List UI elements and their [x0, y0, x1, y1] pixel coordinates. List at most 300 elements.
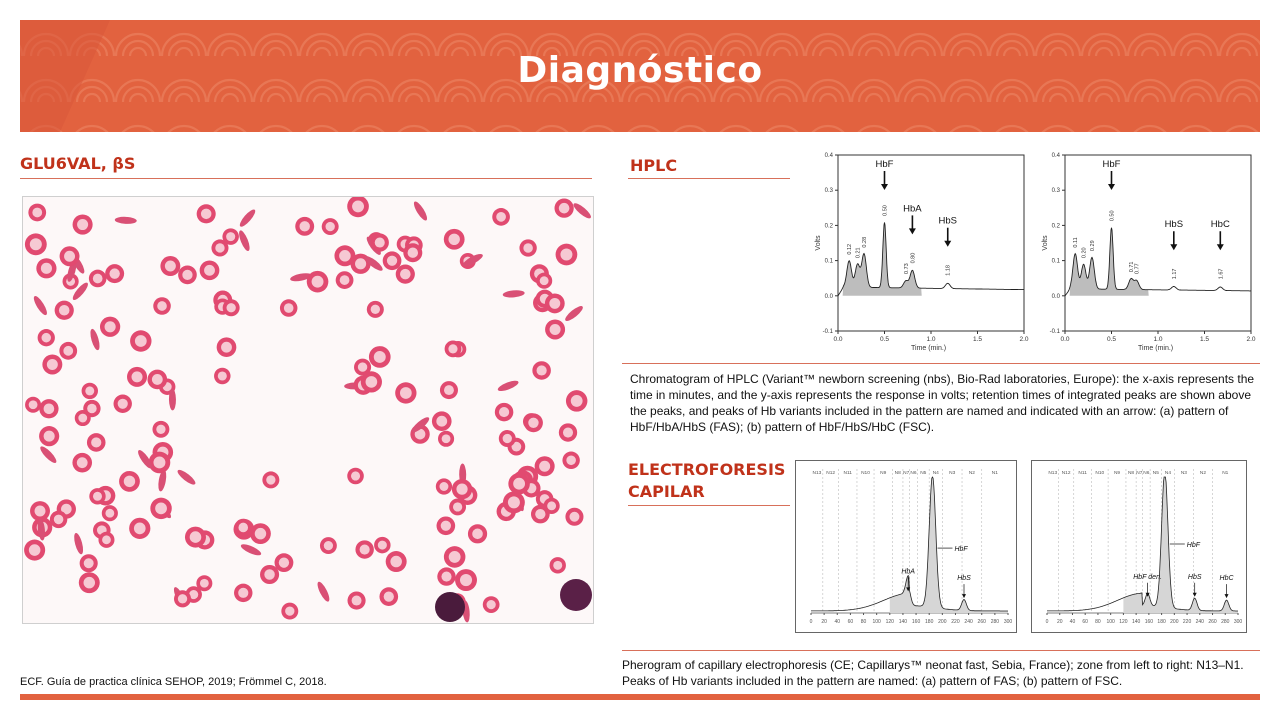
red-blood-cell-pallor	[91, 437, 101, 447]
red-blood-cell-pallor	[559, 203, 570, 214]
red-blood-cell-pallor	[41, 333, 51, 343]
y-tick-label: 0.1	[824, 258, 833, 265]
zone-label: N12	[826, 471, 836, 476]
peak-area	[890, 477, 1008, 613]
zone-label: N4	[932, 471, 939, 476]
header-pattern-arc	[1188, 94, 1204, 102]
sickle-cell	[169, 388, 176, 410]
x-tick-label: 0.5	[1106, 336, 1117, 343]
header-pattern-arc	[1234, 94, 1250, 102]
page-title: Diagnóstico	[517, 50, 763, 91]
red-blood-cell-pallor	[352, 200, 364, 212]
left-section-title: GLU6VAL, βS	[20, 154, 136, 173]
zone-label: N3	[949, 471, 956, 476]
header-pattern-arc	[958, 94, 974, 102]
red-blood-cell-pallor	[35, 506, 46, 517]
header-pattern-arc	[208, 126, 252, 132]
x-tick-label: 0.5	[879, 336, 890, 343]
x-tick-label: 1.0	[926, 336, 936, 343]
x-tick-label: 220	[1182, 619, 1192, 625]
sickle-cell	[412, 200, 430, 222]
retention-time-label: 0.21	[855, 247, 862, 259]
zone-label: N5	[1152, 471, 1159, 476]
peak-name-label: HbS	[1187, 573, 1202, 581]
header-pattern-arc	[668, 126, 712, 132]
header-pattern-arc	[70, 126, 114, 132]
red-blood-cell-pallor	[444, 385, 454, 395]
red-blood-cell-pallor	[540, 276, 549, 285]
zone-label: N1	[1222, 471, 1229, 476]
red-blood-cell-pallor	[155, 502, 167, 514]
x-tick-label: 160	[1144, 619, 1154, 625]
red-blood-cell-pallor	[355, 258, 366, 269]
header-pattern-arc	[498, 94, 514, 102]
peak-area	[1123, 477, 1238, 613]
header-pattern-arc	[162, 126, 206, 132]
peak-name-label: HbS	[957, 575, 971, 583]
retention-time-label: 1.18	[945, 265, 952, 276]
x-tick-label: 60	[847, 619, 854, 625]
header-pattern-arc	[438, 126, 482, 132]
red-blood-cell-pallor	[448, 234, 459, 245]
red-blood-cell-pallor	[178, 594, 187, 603]
red-blood-cell-pallor	[47, 359, 58, 370]
zone-label: N10	[861, 471, 870, 476]
x-tick-label: 80	[1095, 619, 1101, 625]
retention-time-label: 0.71	[1129, 261, 1136, 273]
header-pattern-arc	[1174, 126, 1218, 132]
x-tick-label: 300	[1003, 619, 1013, 625]
red-blood-cell-pallor	[378, 541, 387, 550]
x-tick-label: 260	[977, 619, 986, 625]
red-blood-cell-pallor	[279, 557, 289, 567]
x-tick-label: 280	[990, 619, 1000, 625]
red-blood-cell-pallor	[157, 301, 167, 311]
header-pattern-arc	[1050, 94, 1066, 102]
red-blood-cell-pallor	[441, 572, 451, 582]
y-tick-label: 0.3	[824, 188, 833, 195]
x-tick-label: 2.0	[1246, 336, 1256, 343]
header-pattern-arc	[636, 94, 652, 102]
red-blood-cell-pallor	[226, 232, 235, 241]
red-blood-cell-pallor	[550, 324, 561, 335]
hplc-caption: Chromatogram of HPLC (Variant™ newborn screening (nbs), Bio-Rad laboratories, Europe): the x-axis represents the time in minutes, and the y-axis represents the response in volts; retention times of integrated peaks are shown above the peaks, and peaks of Hb variants included in the pattern are named and indicated with an arrow: (a) pattern of HbF/HbA/HbS (FAS); (b) pattern of HbF/HbS/HbC (FSC).	[630, 372, 1255, 434]
x-tick-label: 2.0	[1019, 336, 1029, 343]
left-title-rule	[20, 178, 592, 179]
x-tick-label: 0	[809, 619, 813, 625]
sickle-cell	[38, 444, 58, 465]
zone-label: N9	[880, 471, 887, 476]
x-tick-label: 40	[1069, 619, 1076, 625]
red-blood-cell-pallor	[324, 541, 333, 550]
red-blood-cell-pallor	[221, 342, 232, 353]
red-blood-cell-pallor	[63, 346, 73, 356]
y-tick-label: 0.0	[1051, 293, 1060, 300]
header-pattern-arc	[1036, 126, 1080, 132]
red-blood-cell-pallor	[215, 243, 224, 252]
x-tick-label: 20	[821, 619, 827, 625]
red-blood-cell-pallor	[134, 523, 146, 535]
ce-title-rule	[628, 505, 790, 506]
header-pattern-arc	[622, 126, 666, 132]
blood-smear-image	[22, 196, 594, 624]
x-tick-label: 160	[911, 619, 921, 625]
ce-title-line1: ELECTROFORESIS	[628, 460, 786, 479]
hplc-title-rule	[628, 178, 790, 179]
peak-name-label: HbA	[903, 203, 922, 215]
red-blood-cell-pallor	[226, 303, 235, 312]
ce-caption-rule	[622, 650, 1260, 651]
y-axis-label: Volts	[815, 235, 822, 251]
header-pattern-arc	[990, 126, 1034, 132]
retention-time-label: 0.28	[862, 236, 869, 248]
red-blood-cell-pallor	[340, 275, 350, 285]
x-axis-label: Time (min.)	[1138, 345, 1174, 352]
ce-chart-fsc	[1031, 460, 1247, 633]
red-blood-cell-pallor	[32, 208, 42, 218]
red-blood-cell-pallor	[156, 425, 165, 434]
zone-label: N8	[1127, 471, 1135, 476]
peak-name-label: HbS	[1164, 219, 1184, 231]
red-blood-cell-pallor	[547, 501, 556, 510]
peak-name-label: HbF	[1102, 159, 1121, 170]
zone-label: N5	[920, 471, 927, 476]
red-blood-cell-pallor	[503, 434, 512, 443]
red-blood-cell-pallor	[93, 492, 102, 501]
red-blood-cell-pallor	[549, 298, 560, 309]
red-blood-cell-pallor	[152, 374, 163, 385]
red-blood-cell-pallor	[266, 475, 275, 484]
x-tick-label: 1.5	[1199, 336, 1210, 343]
red-blood-cell-pallor	[105, 321, 116, 332]
hplc-chart-fas	[808, 150, 1033, 360]
red-blood-cell-pallor	[523, 243, 533, 253]
zone-label: N13	[812, 471, 822, 476]
red-blood-cell-pallor	[326, 222, 335, 231]
red-blood-cell-pallor	[513, 478, 525, 490]
header-pattern-arc	[1128, 126, 1172, 132]
x-tick-label: 1.0	[1153, 336, 1163, 343]
red-blood-cell-pallor	[539, 461, 550, 472]
zone-label: N10	[1095, 471, 1105, 476]
retention-time-label: 0.20	[1081, 247, 1088, 259]
hplc-title: HPLC	[630, 156, 678, 175]
red-blood-cell-pallor	[29, 544, 41, 556]
peak-name-label: HbF	[1186, 542, 1201, 549]
sickle-cell	[89, 328, 102, 351]
red-blood-cell-pallor	[439, 482, 448, 491]
header-pattern-arc	[1004, 94, 1020, 102]
sickle-cell	[572, 201, 593, 221]
y-tick-label: -0.1	[1049, 329, 1060, 335]
red-blood-cell-pallor	[352, 596, 362, 606]
header-pattern-arc	[530, 126, 574, 132]
header-pattern-arc	[1220, 126, 1260, 132]
x-tick-label: 100	[872, 619, 881, 625]
footer-bar	[20, 694, 1260, 700]
red-blood-cell-pallor	[84, 577, 96, 589]
sickle-cell	[32, 294, 50, 316]
x-axis-label: Time (min.)	[911, 345, 947, 352]
zone-label: N13	[1048, 471, 1058, 476]
header-pattern-arc	[1096, 94, 1112, 102]
red-blood-cell-pallor	[566, 455, 576, 465]
header-pattern-arc	[728, 94, 744, 102]
header-pattern-arc	[116, 126, 160, 132]
red-blood-cell-pallor	[41, 263, 52, 274]
red-blood-cell-pallor	[448, 344, 457, 353]
red-blood-cell-pallor	[360, 544, 370, 554]
header-pattern-arc	[392, 126, 436, 132]
peak-name-label: HbA	[901, 568, 915, 576]
x-tick-label: 240	[964, 619, 973, 625]
red-blood-cell-pallor	[153, 457, 165, 469]
zone-label: N6	[1143, 471, 1150, 476]
header-pattern-arc	[912, 94, 928, 102]
header-pattern-arc	[360, 94, 376, 102]
retention-time-label: 0.80	[910, 252, 917, 264]
red-blood-cell-pallor	[339, 250, 351, 262]
retention-time-label: 0.50	[882, 205, 889, 216]
red-blood-cell-pallor	[436, 416, 447, 427]
x-tick-label: 120	[885, 619, 894, 625]
red-blood-cell-pallor	[44, 431, 55, 442]
header-pattern-arc	[944, 126, 988, 132]
red-blood-cell-pallor	[30, 238, 42, 250]
y-tick-label: -0.1	[822, 329, 833, 335]
peak-name-label: HbF	[954, 546, 968, 554]
zone-label: N2	[1199, 471, 1207, 476]
red-blood-cell-pallor	[449, 551, 461, 563]
zone-label: N8	[894, 471, 901, 476]
red-blood-cell-pallor	[190, 531, 202, 543]
white-blood-cell	[560, 579, 592, 611]
red-blood-cell-pallor	[109, 268, 119, 278]
header-pattern-arc	[452, 94, 468, 102]
header-pattern-arc	[774, 94, 790, 102]
red-blood-cell-pallor	[453, 502, 462, 511]
retention-time-label: 0.73	[903, 263, 910, 274]
y-tick-label: 0.1	[1051, 258, 1060, 265]
header-banner	[20, 20, 1260, 132]
red-blood-cell-pallor	[87, 404, 97, 414]
red-blood-cell-pallor	[460, 574, 472, 586]
red-blood-cell-pallor	[300, 221, 310, 231]
x-tick-label: 0	[1045, 619, 1049, 625]
header-pattern-arc	[576, 126, 620, 132]
zone-label: N2	[968, 471, 975, 476]
peak-name-label: HbF den.	[1133, 573, 1162, 581]
zone-label: N11	[1078, 471, 1087, 476]
zone-label: N3	[1180, 471, 1187, 476]
sickle-cell	[176, 468, 198, 487]
x-tick-label: 80	[860, 619, 867, 625]
header-pattern-arc	[1082, 126, 1126, 132]
red-blood-cell-pallor	[384, 592, 394, 602]
red-blood-cell-pallor	[375, 237, 385, 247]
red-blood-cell-pallor	[571, 395, 583, 407]
hplc-chart-fsc	[1035, 150, 1265, 360]
red-blood-cell-pallor	[285, 606, 294, 615]
red-blood-cell-pallor	[132, 371, 143, 382]
red-blood-cell-pallor	[118, 399, 128, 409]
red-blood-cell-pallor	[472, 529, 483, 540]
red-blood-cell-pallor	[442, 434, 451, 443]
zone-label: N12	[1061, 471, 1071, 476]
red-blood-cell-pallor	[528, 418, 538, 428]
ce-title-line2: CAPILAR	[628, 482, 705, 501]
header-pattern-arc	[760, 126, 804, 132]
y-tick-label: 0.0	[824, 293, 833, 300]
red-blood-cell-pallor	[408, 248, 418, 258]
red-blood-cell-pallor	[54, 515, 64, 525]
x-tick-label: 180	[1157, 619, 1166, 625]
x-tick-label: 240	[1195, 619, 1204, 625]
red-blood-cell-pallor	[135, 335, 147, 347]
red-blood-cell-pallor	[535, 509, 545, 519]
retention-time-label: 0.50	[1109, 210, 1116, 222]
header-pattern-arc	[1142, 94, 1158, 102]
red-blood-cell-pallor	[284, 303, 294, 313]
sickle-cell	[72, 532, 84, 555]
red-blood-cell-pallor	[255, 528, 266, 539]
zone-label: N9	[1113, 471, 1121, 476]
red-blood-cell-pallor	[182, 270, 192, 280]
header-pattern-arc	[84, 94, 100, 102]
hplc-caption-rule	[622, 363, 1260, 364]
red-blood-cell-pallor	[496, 212, 506, 222]
x-tick-label: 100	[1106, 619, 1115, 625]
red-blood-cell-pallor	[238, 588, 248, 598]
red-blood-cell-pallor	[124, 476, 135, 487]
header-pattern-arc	[866, 94, 882, 102]
sickle-cell	[240, 542, 263, 557]
red-blood-cell-pallor	[78, 414, 87, 423]
reference-text: ECF. Guía de practica clínica SEHOP, 2019; Frömmel C, 2018.	[20, 676, 327, 688]
header-pattern-arc	[682, 94, 698, 102]
retention-time-label: 0.77	[1134, 263, 1141, 274]
header-pattern-arc	[714, 126, 758, 132]
x-tick-label: 140	[1131, 619, 1141, 625]
x-tick-label: 1.5	[972, 336, 983, 343]
sickle-cell	[237, 229, 252, 252]
header-pattern-arc	[254, 126, 298, 132]
sickle-cell	[563, 304, 585, 323]
x-tick-label: 40	[834, 619, 841, 625]
red-blood-cell-pallor	[59, 305, 70, 316]
zone-label: N11	[843, 471, 852, 476]
red-blood-cell-pallor	[351, 471, 360, 480]
header-pattern-arc	[852, 126, 896, 132]
red-blood-cell-pallor	[441, 521, 451, 531]
x-tick-label: 20	[1056, 619, 1063, 625]
peak-name-label: HbS	[938, 215, 957, 227]
white-blood-cell	[435, 592, 465, 622]
x-tick-label: 180	[925, 619, 934, 625]
red-blood-cell-pallor	[102, 535, 111, 544]
x-tick-label: 140	[898, 619, 908, 625]
ce-caption: Pherogram of capillary electrophoresis (CE; Capillarys™ neonat fast, Sebia, France); zone from left to right: N13–N1. Peaks of Hb variants included in the pattern are named: (a) pattern of FAS; (b) pattern of FSC.	[622, 658, 1244, 688]
x-tick-label: 60	[1082, 619, 1088, 625]
red-blood-cell-pallor	[64, 251, 75, 262]
red-blood-cell-pallor	[77, 457, 88, 468]
header-pattern-arc	[130, 94, 146, 102]
sickle-cell-smear	[23, 197, 593, 623]
zone-label: N6	[910, 471, 917, 476]
retention-time-label: 0.12	[847, 243, 854, 255]
ce-chart-fas	[795, 460, 1017, 633]
x-tick-label: 120	[1119, 619, 1128, 625]
y-tick-label: 0.4	[824, 153, 833, 159]
red-blood-cell-pallor	[400, 387, 412, 399]
header-pattern-arc	[268, 94, 284, 102]
retention-time-label: 1.67	[1218, 268, 1225, 280]
red-blood-cell-pallor	[508, 496, 520, 508]
red-blood-cell-pallor	[29, 400, 38, 409]
red-blood-cell-pallor	[204, 265, 215, 276]
header-pattern-arc	[820, 94, 836, 102]
sickle-cell	[238, 207, 258, 228]
x-tick-label: 0.0	[833, 336, 843, 343]
x-tick-label: 0.0	[1060, 336, 1070, 343]
x-tick-label: 280	[1221, 619, 1230, 625]
retention-time-label: 0.11	[1073, 237, 1080, 248]
red-blood-cell-pallor	[201, 209, 211, 219]
header-pattern-arc	[346, 126, 390, 132]
x-tick-label: 200	[1170, 619, 1179, 625]
header-pattern-arc	[544, 94, 560, 102]
red-blood-cell-pallor	[238, 523, 248, 533]
header-pattern-arc	[222, 94, 238, 102]
red-blood-cell-pallor	[371, 305, 380, 314]
red-blood-cell-pallor	[366, 376, 378, 388]
y-tick-label: 0.4	[1051, 153, 1060, 159]
x-tick-label: 220	[951, 619, 960, 625]
header-pattern-arc	[590, 94, 606, 102]
red-blood-cell-pallor	[563, 427, 573, 437]
red-blood-cell-pallor	[165, 261, 176, 272]
red-blood-cell-pallor	[387, 256, 397, 266]
retention-time-label: 1.17	[1171, 268, 1178, 280]
y-axis-label: Volts	[1042, 235, 1049, 251]
y-tick-label: 0.2	[1051, 223, 1060, 230]
red-blood-cell-pallor	[200, 579, 209, 588]
header-pattern-arc	[406, 94, 422, 102]
sickle-cell	[497, 379, 520, 393]
red-blood-cell-pallor	[487, 600, 496, 609]
red-blood-cell-pallor	[390, 556, 402, 568]
header-pattern-arc	[806, 126, 850, 132]
peak-name-label: HbF	[875, 159, 894, 170]
red-blood-cell-pallor	[499, 407, 509, 417]
red-blood-cell-pallor	[560, 249, 572, 261]
red-blood-cell-pallor	[44, 403, 55, 414]
red-blood-cell-pallor	[374, 351, 386, 363]
header-pattern-arc	[898, 126, 942, 132]
red-blood-cell-pallor	[553, 561, 562, 570]
red-blood-cell-pallor	[85, 386, 94, 395]
x-tick-label: 300	[1233, 619, 1243, 625]
header-pattern-arc	[176, 94, 192, 102]
header-pattern-arc	[484, 126, 528, 132]
y-tick-label: 0.3	[1051, 188, 1060, 195]
retention-time-label: 0.29	[1089, 240, 1096, 252]
red-blood-cell-pallor	[105, 509, 114, 518]
sickle-cell	[315, 580, 331, 603]
red-blood-cell-pallor	[456, 484, 467, 495]
sickle-cell	[502, 289, 525, 298]
red-blood-cell-pallor	[358, 362, 367, 371]
